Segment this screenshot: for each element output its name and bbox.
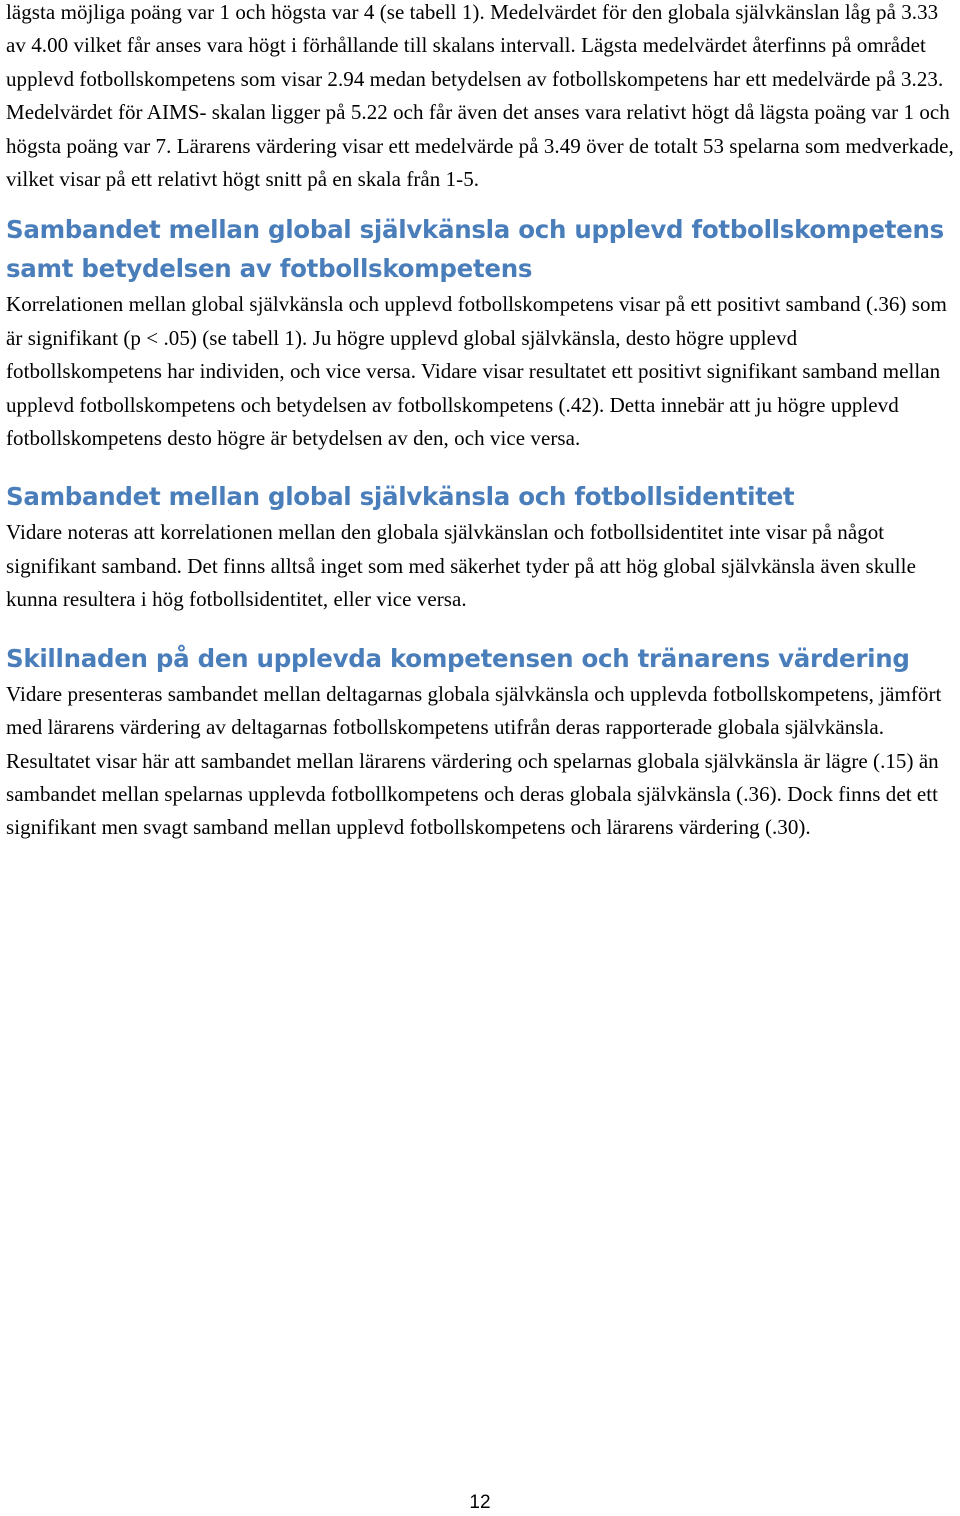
section-heading-self-esteem-identity: Sambandet mellan global självkänsla och fotbollsidentitet [6, 482, 795, 512]
document-page [6, 0, 956, 845]
section-heading-competence-coach-rating: Skillnaden på den upplevda kompetensen och tränarens värdering [6, 643, 910, 673]
section-paragraph-competence-coach-rating: Vidare presenteras sambandet mellan deltagarnas globala självkänsla och upplevda fotbollskompetens, jämfört med lärarens värdering av deltagarnas fotbollskompetens utifrån deras rapporterade globala självkänsla. Resultatet visar här att sambandet mellan lärarens värdering och spelarnas globala självkänsla är lägre (.15) än sambandet mellan spelarnas upplevda fotbollkompetens och deras globala självkänsla (.36). Dock finns det ett signifikant men svagt samband mellan upplevd fotbollskompetens och lärarens värdering (.30). [6, 681, 942, 840]
section-paragraph-self-esteem-identity: Vidare noteras att korrelationen mellan den globala självkänslan och fotbollsidentitet inte visar på något signifikant samband. Det finns alltså inget som med säkerhet tyder på att hög global självkänsla även skulle kunna resultera i hög fotbollsidentitet, eller vice versa. [6, 520, 916, 612]
section-heading-self-esteem-competence: Sambandet mellan global självkänsla och upplevd fotbollskompetens samt betydelsen av fotbollskompetens [6, 215, 944, 284]
page-number: 12 [469, 1492, 491, 1513]
section-paragraph-self-esteem-competence: Korrelationen mellan global självkänsla och upplevd fotbollskompetens visar på ett positivt samband (.36) som är signifikant (p < .05) (se tabell 1). Ju högre upplevd global självkänsla, desto högre upplevd fotbollskompetens har individen, och vice versa. Vidare visar resultatet ett positivt signifikant samband mellan upplevd fotbollskompetens och betydelsen av fotbollskompetens (.42). Detta innebär att ju högre upplevd fotbollskompetens desto högre är betydelsen av den, och vice versa. [6, 292, 947, 451]
intro-paragraph: lägsta möjliga poäng var 1 och högsta var 4 (se tabell 1). Medelvärdet för den globala självkänslan låg på 3.33 av 4.00 vilket får anses vara högt i förhållande till skalans intervall. Lägsta medelvärdet återfinns på området upplevd fotbollskompetens som visar 2.94 medan betydelsen av fotbollskompetens har ett medelvärde på 3.23. Medelvärdet för AIMS- skalan ligger på 5.22 och får även det anses vara relativt högt då lägsta poäng var 1 och högsta poäng var 7. Lärarens värdering visar ett medelvärde på 3.49 över de totalt 53 spelarna som medverkade, vilket visar på ett relativt högt snitt på en skala från 1-5. [6, 0, 954, 192]
